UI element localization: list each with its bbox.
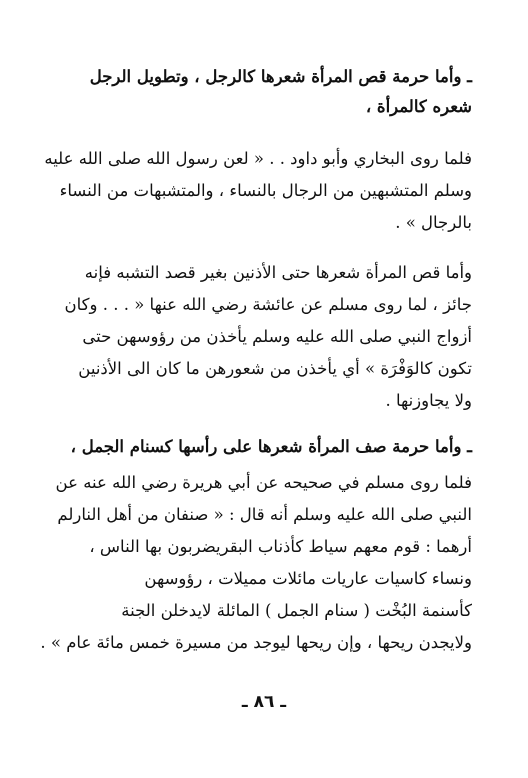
paragraph-line: بالرجال » . (395, 213, 472, 232)
page-number: ـ ٨٦ ـ (241, 692, 287, 712)
section-heading-line: ـ وأما حرمة صف المرأة شعرها على رأسها كسنام الجمل ، (70, 437, 472, 456)
section-heading-line: ـ وأما حرمة قص المرأة شعرها كالرجل ، وتطويل الرجل (89, 67, 472, 86)
paragraph-line: ونساء كاسيات عاريات مائلات مميلات ، رؤوسهن (144, 569, 472, 588)
paragraph-line: فلما روى مسلم في صحيحه عن أبي هريرة رضي الله عنه عن (55, 473, 472, 492)
paragraph-line: وسلم المتشبهين من الرجال بالنساء ، والمتشبهات من النساء (59, 181, 472, 200)
paragraph-line: تكون كالوَفْرَة » أي يأخذن من شعورهن ما كان الى الأذنين (78, 359, 472, 378)
paragraph-line: أرهما : قوم معهم سياط كأذناب البقريضربون بها الناس ، (89, 537, 472, 556)
paragraph-line: فلما روى البخاري وأبو داود . . « لعن رسول الله صلى الله عليه (44, 149, 472, 168)
paragraph-line: وأما قص المرأة شعرها حتى الأذنين بغير قصد التشبه فإنه (84, 263, 472, 282)
paragraph-line: أزواج النبي صلى الله عليه وسلم يأخذن من رؤوسهن حتى (82, 327, 472, 346)
paragraph-line: جائز ، لما روى مسلم عن عائشة رضي الله عنها « . . . وكان (64, 295, 472, 314)
paragraph-line: النبي صلى الله عليه وسلم أنه قال : « صنفان من أهل النارلم (57, 505, 472, 524)
paragraph-line: كأسنمة البُخْت ( سنام الجمل ) المائلة لايدخلن الجنة (121, 601, 472, 620)
section-heading-line: شعره كالمرأة ، (365, 97, 472, 116)
paragraph-line: ولا يجاوزنها . (385, 391, 472, 410)
paragraph-line: ولايجدن ريحها ، وإن ريحها ليوجد من مسيرة خمس مائة عام » . (40, 633, 472, 652)
